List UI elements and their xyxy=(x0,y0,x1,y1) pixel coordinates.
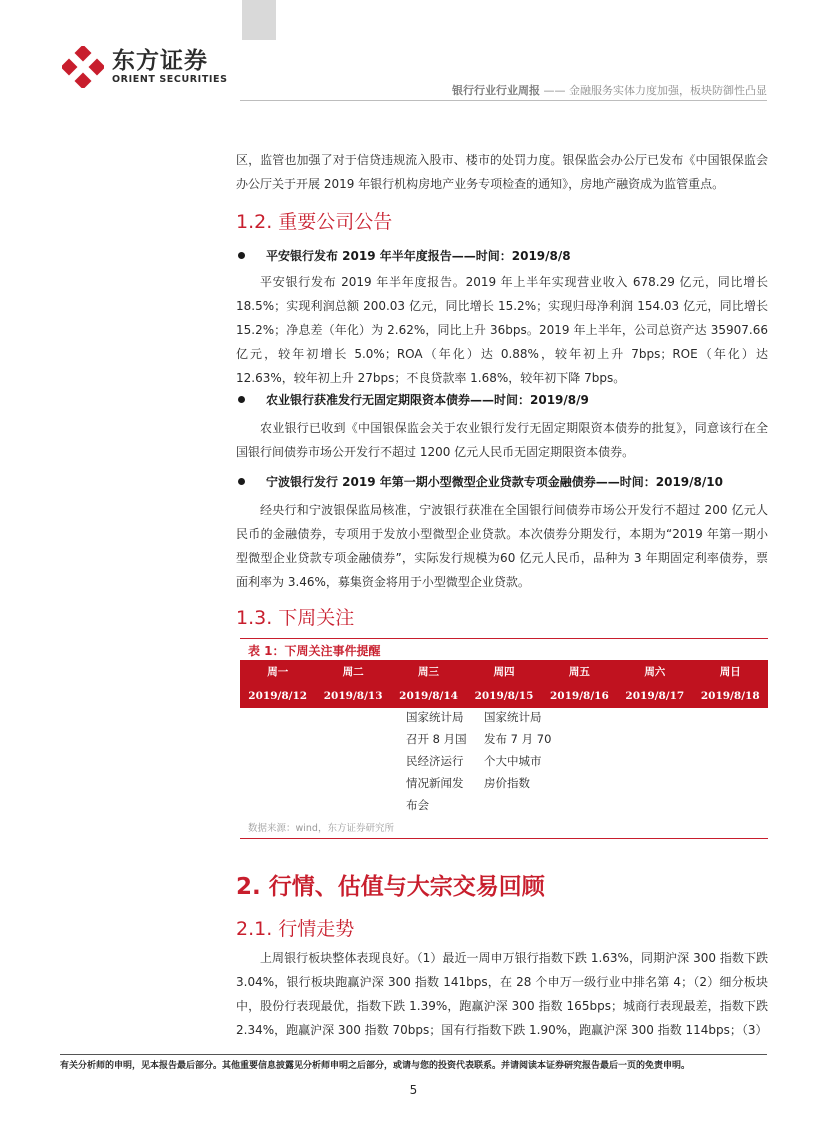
announcement-item xyxy=(236,472,768,492)
announcement-item xyxy=(236,390,768,410)
section-1-2-heading: 1.2. 重要公司公告 xyxy=(236,211,393,233)
logo-mark-icon xyxy=(62,46,104,88)
report-subtitle: —— 金融服务实体力度加强，板块防御性凸显 xyxy=(543,84,767,97)
date-cell: 2019/8/14 xyxy=(399,690,458,702)
section-2-1-heading: 2.1. 行情走势 xyxy=(236,918,355,940)
data-source: 数据来源：wind，东方证券研究所 xyxy=(248,823,394,834)
report-header xyxy=(452,82,767,98)
table-title: 表 1：下周关注事件提醒 xyxy=(240,638,768,662)
day-header: 周五 xyxy=(568,666,590,678)
page-number: 5 xyxy=(409,1083,418,1097)
date-cell: 2019/8/15 xyxy=(474,690,534,702)
bullet-icon xyxy=(238,252,245,259)
event-calendar-table xyxy=(240,660,768,708)
section-2-heading: 2. 行情、估值与大宗交易回顾 xyxy=(236,874,545,900)
announcement-item xyxy=(236,246,768,266)
bullet-icon xyxy=(238,396,245,403)
logo-english-name: ORIENT SECURITIES xyxy=(112,74,228,85)
market-trend-paragraph: 上周银行板块整体表现良好。（1）最近一周申万银行指数下跌 1.63%，同期沪深 300 指数下跌 3.04%，银行板块跑赢沪深 300 指数 141bps，在 28 个申万一级行业中排名第 4；（2）细分板块中，股份行表现最优，指数下跌 1.39%，跑赢沪深 300 指数 165bps；城商行表现最差，指数下跌 2.34%，跑赢沪深 300 指数 70bps；国有行指数下跌 1.90%，跑赢沪深 300 指数 114bps；（3） xyxy=(236,951,768,1037)
table-bottom-rule xyxy=(240,838,768,839)
announcement-body: 平安银行发布 2019 年半年度报告。2019 年上半年实现营业收入 678.29 亿元，同比增长 18.5%；实现利润总额 200.03 亿元，同比增长 15.2%；实现归母净利润 154.03 亿元，同比增长 15.2%；净息差（年化）为 2.62%，同比上升 36bps。2019 年上半年，公司总资产达 35907.66 亿元，较年初增长 5.0%；ROA（年化）达 0.88%，较年初上升 7bps；ROE（年化）达 12.63%，较年初上升 27bps；不良贷款率 1.68%，较年初下降 7bps。 xyxy=(236,275,768,385)
section-1-3-heading: 1.3. 下周关注 xyxy=(236,607,355,629)
announcement-title: 农业银行获准发行无固定期限资本债券——时间：2019/8/9 xyxy=(236,390,768,410)
announcement-title: 平安银行发布 2019 年半年度报告——时间：2019/8/8 xyxy=(236,246,768,266)
day-header: 周二 xyxy=(342,666,364,678)
wednesday-event: 国家统计局 召开 8 月国 民经济运行 情况新闻发 布会 xyxy=(406,710,467,812)
intro-paragraph: 区，监管也加强了对于信贷违规流入股市、楼市的处罚力度。银保监会办公厅已发布《中国银保监会办公厅关于开展 2019 年银行机构房地产业务专项检查的通知》，房地产融资成为监管重点。 xyxy=(236,153,768,191)
table-header-row xyxy=(240,660,768,684)
report-type: 银行行业行业周报 xyxy=(452,84,540,97)
disclaimer-text: 有关分析师的申明，见本报告最后部分。其他重要信息披露见分析师申明之后部分，或请与您的投资代表联系。并请阅读本证券研究报告最后一页的免责申明。 xyxy=(60,1061,691,1071)
announcement-title: 宁波银行发行 2019 年第一期小型微型企业贷款专项金融债券——时间：2019/8/10 xyxy=(236,472,768,492)
footer-divider xyxy=(60,1054,767,1055)
date-cell: 2019/8/12 xyxy=(248,690,308,702)
header-corner-block xyxy=(242,0,276,40)
day-header: 周四 xyxy=(493,666,515,678)
table-date-row xyxy=(240,684,768,708)
announcement-body: 农业银行已收到《中国银保监会关于农业银行发行无固定期限资本债券的批复》，同意该行在全国银行间债券市场公开发行不超过 1200 亿元人民币无固定期限资本债券。 xyxy=(236,421,768,459)
header-divider xyxy=(240,100,767,101)
day-header: 周三 xyxy=(418,666,440,678)
bullet-icon xyxy=(238,478,245,485)
company-logo xyxy=(62,46,228,88)
date-cell: 2019/8/16 xyxy=(549,690,609,702)
date-cell: 2019/8/13 xyxy=(323,690,383,702)
day-header: 周一 xyxy=(267,666,289,678)
day-header: 周日 xyxy=(719,666,741,678)
day-header: 周六 xyxy=(644,666,666,678)
date-cell: 2019/8/18 xyxy=(700,690,760,702)
announcement-body: 经央行和宁波银保监局核准，宁波银行获准在全国银行间债券市场公开发行不超过 200 亿元人民币的金融债券，专项用于发放小型微型企业贷款。本次债券分期发行，本期为“2019 年第一期小型微型企业贷款专项金融债券”，实际发行规模为60 亿元人民币，品种为 3 年期固定利率债券，票面利率为 3.46%，募集资金将用于小型微型企业贷款。 xyxy=(236,503,768,589)
logo-chinese-name: 东方证券 xyxy=(112,48,208,74)
thursday-event: 国家统计局 发布 7 月 70 个大中城市 房价指数 xyxy=(484,710,552,790)
date-cell: 2019/8/17 xyxy=(625,690,685,702)
